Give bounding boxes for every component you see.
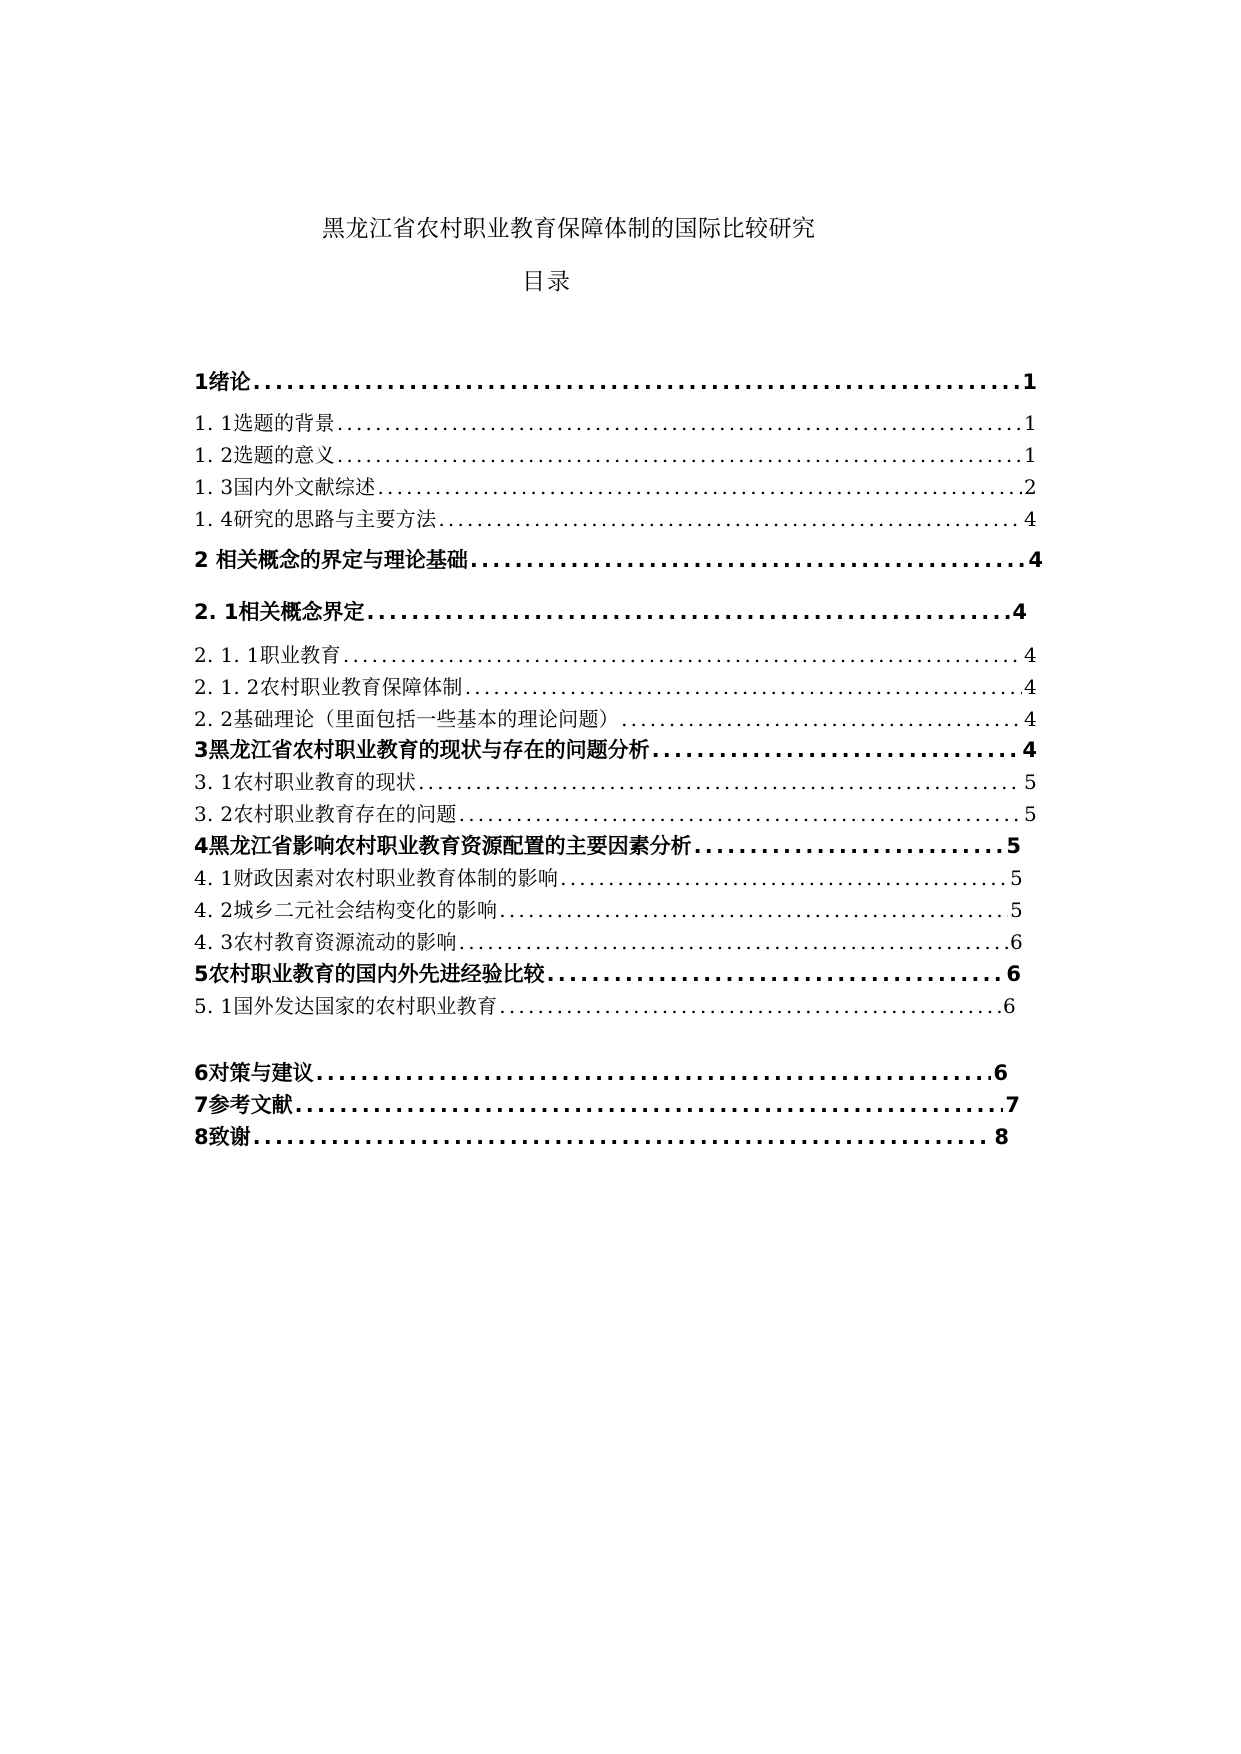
toc-entry[interactable] (194, 504, 1037, 534)
toc-entry-page: 1 (1023, 411, 1037, 435)
toc-entry-label: 1. 3国内外文献综述 (194, 475, 376, 499)
toc-entry-page: 6 (1009, 930, 1023, 954)
toc-leader-dots (547, 959, 1005, 989)
toc-leader-dots (337, 408, 1022, 438)
toc-leader-dots (418, 767, 1022, 797)
toc-entry-label: 2. 1相关概念界定 (194, 600, 365, 624)
toc-leader-dots (459, 799, 1022, 829)
toc-entry-label: 2. 1. 1职业教育 (194, 643, 341, 667)
toc-entry-label: 8致谢 (194, 1125, 251, 1149)
toc-entry-page: 6 (1006, 962, 1021, 986)
toc-entry-label: 3黑龙江省农村职业教育的现状与存在的问题分析 (194, 738, 650, 762)
toc-entry-page: 4 (1023, 643, 1037, 667)
toc-leader-dots (295, 1090, 1004, 1120)
toc-leader-dots (621, 704, 1022, 734)
toc-leader-dots (367, 597, 1011, 627)
toc-leader-dots (316, 1058, 992, 1088)
toc-entry-page: 5 (1009, 898, 1023, 922)
toc-entry-page: 5 (1023, 802, 1037, 826)
toc-entry-page: 1 (1023, 443, 1037, 467)
toc-entry[interactable] (194, 704, 1037, 734)
toc-entry[interactable] (194, 991, 1016, 1021)
toc-leader-dots (377, 472, 1022, 502)
toc-entry-label: 1. 4研究的思路与主要方法 (194, 507, 437, 531)
toc-entry[interactable] (194, 927, 1023, 957)
toc-entry-page: 4 (1023, 507, 1037, 531)
toc-entry-page: 4 (1023, 675, 1037, 699)
toc-entry-label: 6对策与建议 (194, 1061, 314, 1085)
toc-entry[interactable] (194, 735, 1037, 765)
toc-entry[interactable] (194, 672, 1037, 702)
toc-entry-page: 8 (994, 1125, 1009, 1149)
toc-leader-dots (337, 440, 1022, 470)
toc-entry-page: 6 (993, 1061, 1008, 1085)
toc-entry[interactable] (194, 367, 1037, 397)
toc-entry[interactable] (194, 472, 1037, 502)
toc-entry[interactable] (194, 640, 1037, 670)
toc-entry-page: 5 (1009, 866, 1023, 890)
toc-entry[interactable] (194, 545, 1043, 575)
toc-entry-label: 3. 2农村职业教育存在的问题 (194, 802, 457, 826)
toc-leader-dots (459, 927, 1008, 957)
toc-entry-page: 5 (1006, 834, 1021, 858)
toc-entry[interactable] (194, 597, 1027, 627)
toc-entry-label: 5. 1国外发达国家的农村职业教育 (194, 994, 498, 1018)
toc-entry-page: 4 (1022, 738, 1037, 762)
toc-leader-dots (470, 545, 1026, 575)
toc-leader-dots (253, 1122, 993, 1152)
toc-entry-page: 5 (1023, 770, 1037, 794)
toc-entry-label: 2. 1. 2农村职业教育保障体制 (194, 675, 463, 699)
toc-entry-label: 4. 2城乡二元社会结构变化的影响 (194, 898, 498, 922)
toc-entry[interactable] (194, 440, 1037, 470)
toc-entry-label: 1. 1选题的背景 (194, 411, 335, 435)
toc-entry-label: 2 相关概念的界定与理论基础 (194, 548, 468, 572)
toc-leader-dots (465, 672, 1022, 702)
toc-entry-page: 4 (1023, 707, 1037, 731)
toc-entry-page: 4 (1028, 548, 1043, 572)
toc-entry-label: 1. 2选题的意义 (194, 443, 335, 467)
toc-entry[interactable] (194, 1058, 1008, 1088)
toc-entry-label: 5农村职业教育的国内外先进经验比较 (194, 962, 545, 986)
toc-entry-page: 1 (1022, 370, 1037, 394)
toc-leader-dots (253, 367, 1021, 397)
toc-entry-label: 1绪论 (194, 370, 251, 394)
toc-entry-label: 3. 1农村职业教育的现状 (194, 770, 417, 794)
toc-heading: 目录 (522, 269, 572, 295)
toc-leader-dots (499, 991, 1001, 1021)
toc-entry[interactable] (194, 959, 1021, 989)
toc-entry-label: 4. 1财政因素对农村职业教育体制的影响 (194, 866, 559, 890)
toc-leader-dots (652, 735, 1021, 765)
toc-entry[interactable] (194, 1122, 1009, 1152)
toc-entry[interactable] (194, 863, 1023, 893)
toc-leader-dots (560, 863, 1008, 893)
toc-entry[interactable] (194, 1090, 1020, 1120)
toc-entry[interactable] (194, 799, 1037, 829)
toc-entry-page: 6 (1002, 994, 1016, 1018)
toc-entry[interactable] (194, 895, 1023, 925)
toc-entry-page: 7 (1005, 1093, 1020, 1117)
toc-leader-dots (438, 504, 1022, 534)
toc-leader-dots (694, 831, 1005, 861)
toc-entry-label: 2. 2基础理论（里面包括一些基本的理论问题） (194, 707, 620, 731)
toc-entry[interactable] (194, 767, 1037, 797)
toc-leader-dots (343, 640, 1022, 670)
toc-leader-dots (499, 895, 1008, 925)
toc-entry-label: 7参考文献 (194, 1093, 293, 1117)
document-title: 黑龙江省农村职业教育保障体制的国际比较研究 (322, 216, 816, 242)
toc-entry-page: 2 (1023, 475, 1037, 499)
toc-entry[interactable] (194, 831, 1021, 861)
toc-entry[interactable] (194, 408, 1037, 438)
toc-entry-page: 4 (1012, 600, 1027, 624)
toc-entry-label: 4黑龙江省影响农村职业教育资源配置的主要因素分析 (194, 834, 692, 858)
toc-entry-label: 4. 3农村教育资源流动的影响 (194, 930, 457, 954)
